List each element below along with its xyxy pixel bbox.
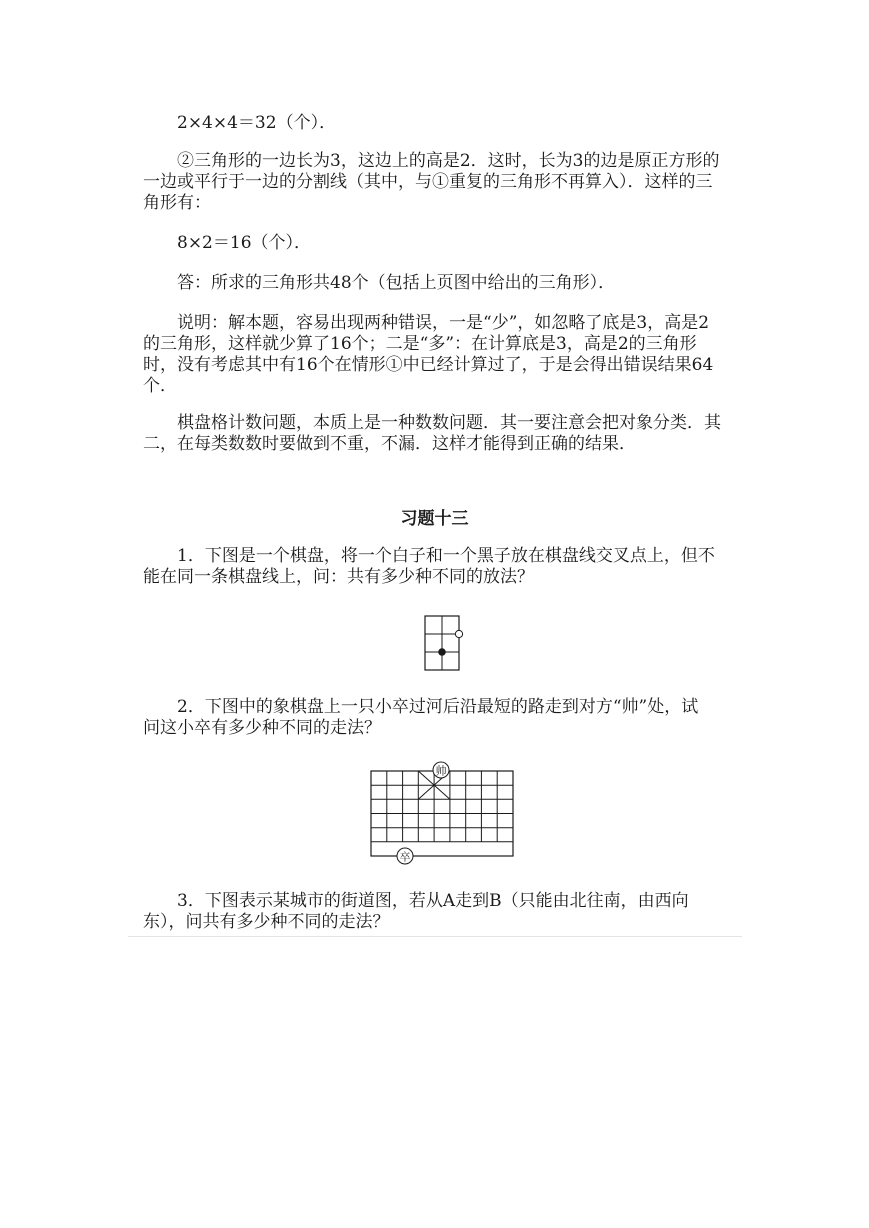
shuai-label: 帅 [435,764,447,778]
chess-board-figure [368,760,518,870]
question-2: 2．下图中的象棋盘上一只小卒过河后沿最短的路走到对方“帅”处，试 问这小卒有多少种不同的走法？ [143,697,699,738]
paragraph-case-2: ②三角形的一边长为3，这边上的高是2．这时，长为3的边是原正方形的 一边或平行于一边的分割线（其中，与①重复的三角形不再算入）．这样的三 角形有： [143,151,720,213]
bottom-divider [128,936,742,937]
section-title: 习题十三 [400,509,469,529]
paragraph-summary: 棋盘格计数问题，本质上是一种数数问题．其一要注意会把对象分类．其 二，在每类数数时要做到不重，不漏．这样才能得到正确的结果． [143,413,721,454]
question-1: 1．下图是一个棋盘，将一个白子和一个黑子放在棋盘线交叉点上，但不 能在同一条棋盘线上，问：共有多少种不同的放法？ [143,546,715,587]
paragraph-answer: 答：所求的三角形共48个（包括上页图中给出的三角形）． [143,273,616,293]
paragraph-calc-16: 8×2＝16（个）． [143,233,312,253]
black-stone [438,648,446,656]
paragraph-calc-32: 2×4×4＝32（个）． [143,113,337,133]
question-3: 3．下图表示某城市的街道图，若从A走到B（只能由北往南，由西向 东），问共有多少种不同的走法？ [143,891,689,932]
white-stone [455,630,462,637]
zu-label: 卒 [399,850,411,864]
small-board-figure [418,612,468,674]
paragraph-explanation: 说明：解本题，容易出现两种错误，一是“少”，如忽略了底是3，高是2 的三角形，这样就少算了16个；二是“多”：在计算底是3，高是2的三角形 时，没有考虑其中有16个在情形①中已经计算过了，于是会得出错误结果64 个． [143,313,714,396]
